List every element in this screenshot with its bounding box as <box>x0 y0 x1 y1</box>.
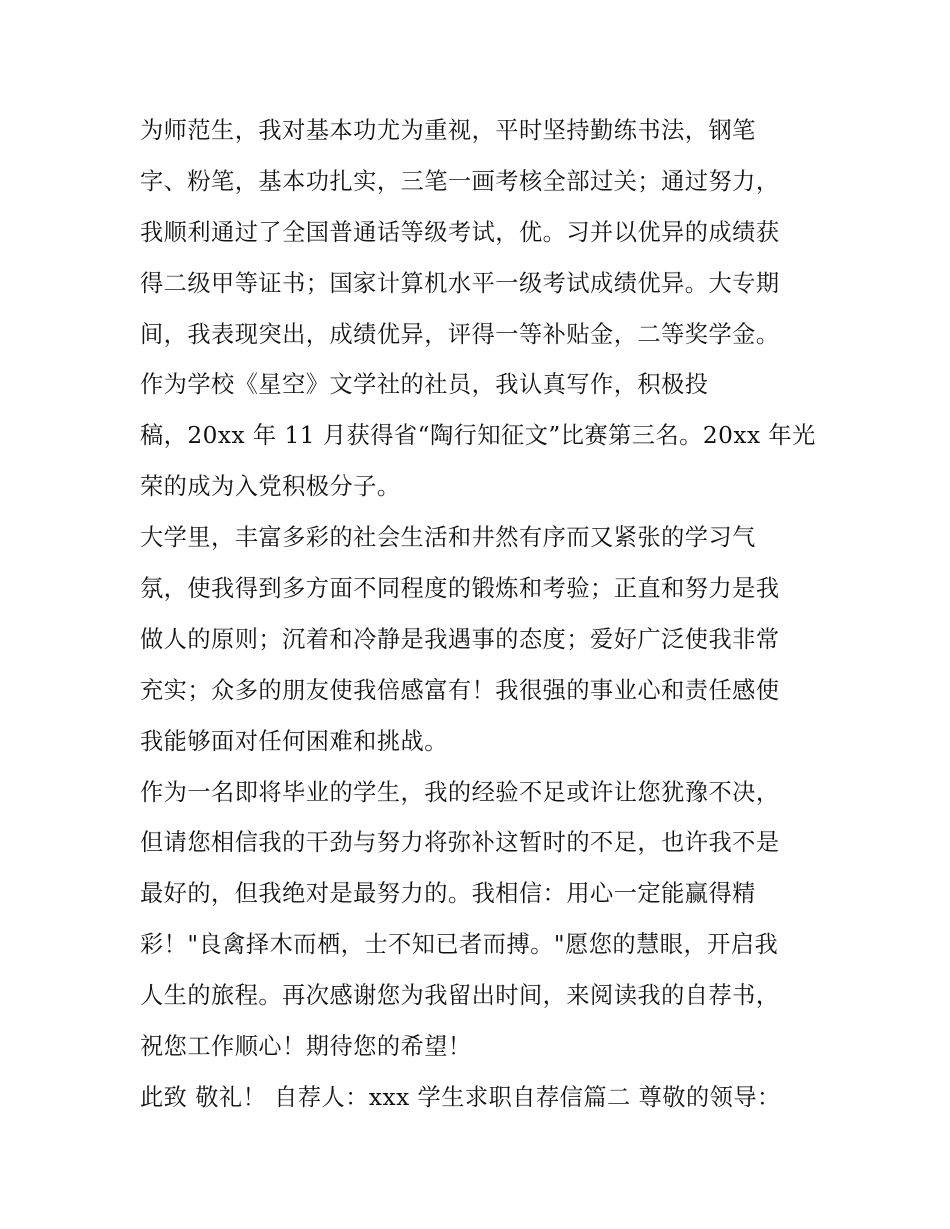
text-line: 荣的成为入党积极分子。 <box>140 473 401 501</box>
text-line: 做人的原则；沉着和冷静是我遇事的态度；爱好广泛使我非常 <box>140 625 780 653</box>
text-line: 作为学校《星空》文学社的社员，我认真写作，积极投 <box>140 371 709 399</box>
text-line: 我顺利通过了全国普通话等级考试，优。习并以优异的成绩获 <box>140 218 780 246</box>
text-line: 最好的，但我绝对是最努力的。我相信：用心一定能赢得精 <box>140 880 756 908</box>
letter-body <box>140 106 816 1124</box>
text-line: 人生的旅程。再次感谢您为我留出时间，来阅读我的自荐书， <box>140 982 780 1010</box>
text-line: 稿，20xx 年 11 月获得省“陶行知征文”比赛第三名。20xx 年光 <box>140 422 816 450</box>
text-line: 充实；众多的朋友使我倍感富有！我很强的事业心和责任感使 <box>140 676 780 704</box>
text-line: 祝您工作顺心！期待您的希望！ <box>140 1033 472 1061</box>
text-line: 得二级甲等证书；国家计算机水平一级考试成绩优异。大专期 <box>140 269 780 297</box>
text-line: 间，我表现突出，成绩优异，评得一等补贴金，二等奖学金。 <box>140 320 780 348</box>
text-line: 我能够面对任何困难和挑战。 <box>140 727 448 755</box>
text-line: 此致 敬礼！ 自荐人：xxx 学生求职自荐信篇二 尊敬的领导： <box>140 1083 781 1111</box>
text-line: 氛，使我得到多方面不同程度的锻炼和考验；正直和努力是我 <box>140 575 780 603</box>
text-line: 大学里，丰富多彩的社会生活和井然有序而又紧张的学习气 <box>140 524 756 552</box>
text-line: 作为一名即将毕业的学生，我的经验不足或许让您犹豫不决， <box>140 778 780 806</box>
text-line: 但请您相信我的干劲与努力将弥补这暂时的不足，也许我不是 <box>140 829 780 857</box>
text-line: 字、粉笔，基本功扎实，三笔一画考核全部过关；通过努力， <box>140 167 780 195</box>
text-line: 为师范生，我对基本功尤为重视，平时坚持勤练书法，钢笔 <box>140 117 756 144</box>
text-line: 彩！"良禽择木而栖，士不知已者而搏。"愿您的慧眼，开启我 <box>140 931 779 959</box>
